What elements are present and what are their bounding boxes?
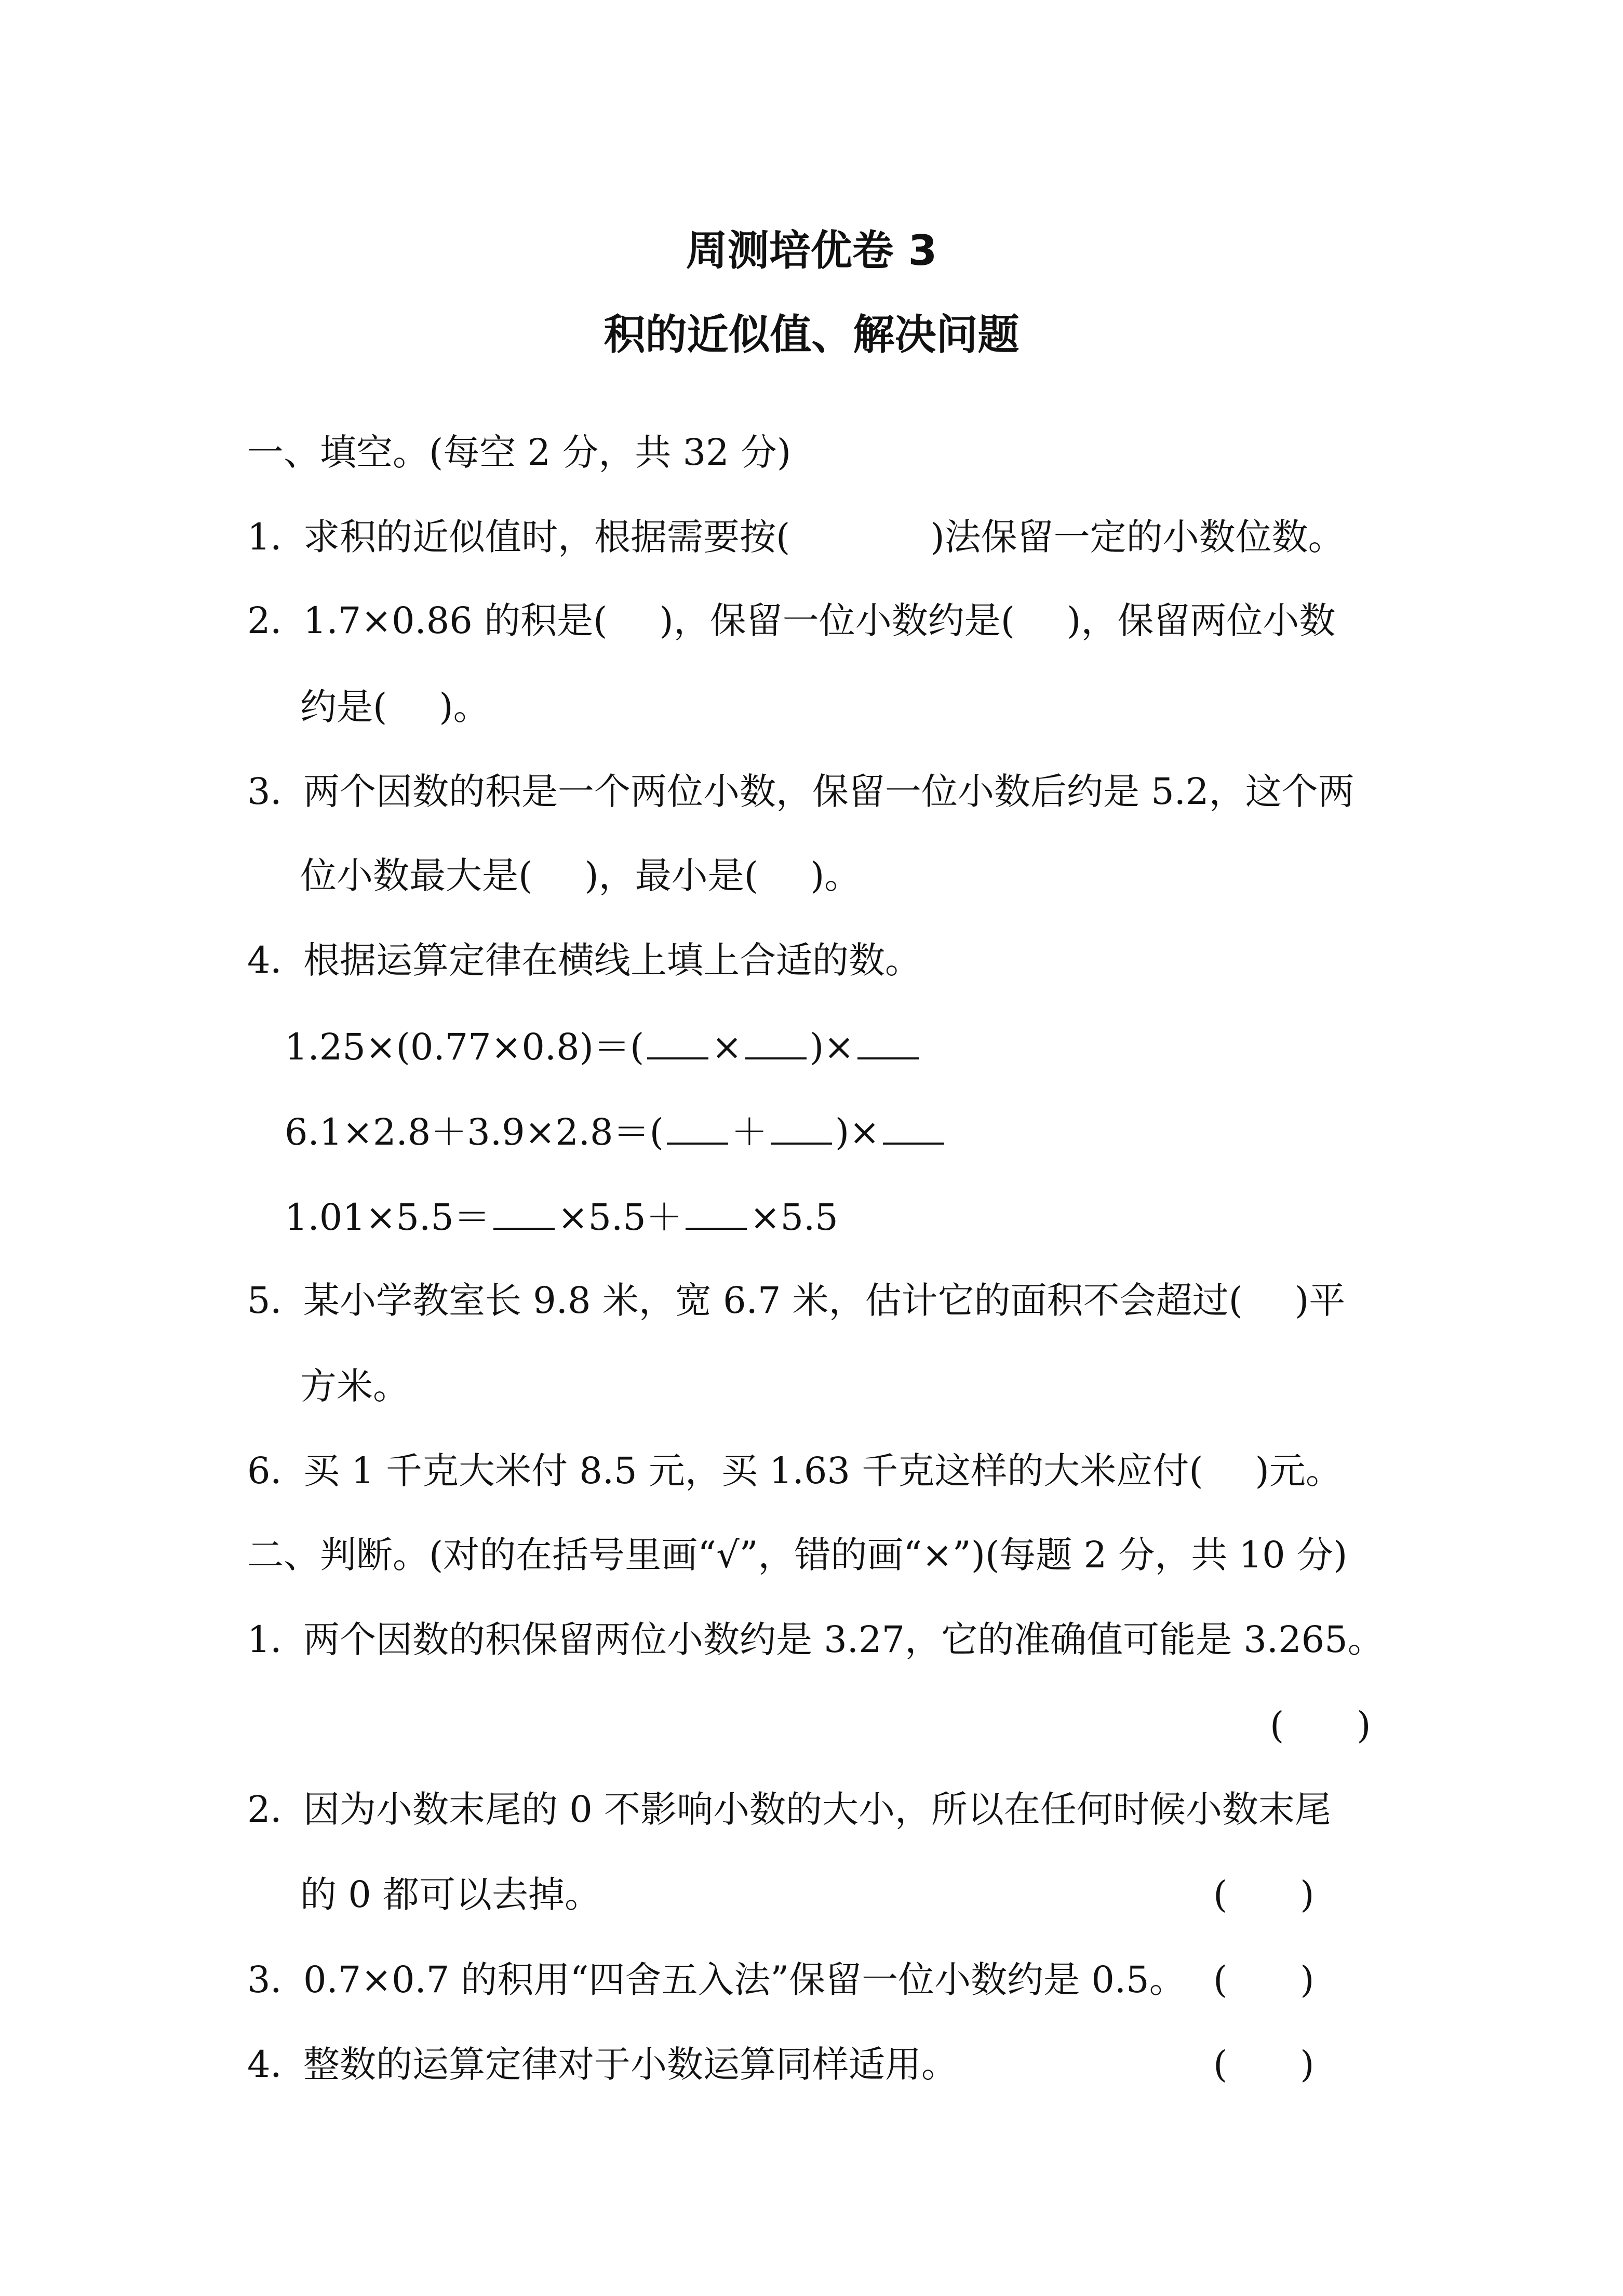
s2-question-4: 4．整数的运算定律对于小数运算同样适用。 — [247, 2043, 958, 2086]
question-number: 2． — [247, 1788, 307, 1831]
s1-q4-equation-2: 6.1×2.8＋3.9×2.8＝( ＋ )× — [285, 1112, 947, 1150]
s1-question-5: 5．某小学教室长 9.8 米，宽 6.7 米，估计它的面积不会超过( )平 — [247, 1279, 1346, 1322]
question-number: 4． — [247, 939, 307, 982]
s2-question-2: 2．因为小数末尾的 0 不影响小数的大小，所以在任何时候小数末尾 — [247, 1788, 1332, 1831]
answer-paren[interactable]: ( ) — [1213, 1873, 1315, 1916]
fill-line[interactable] — [686, 1198, 747, 1230]
fill-line[interactable] — [771, 1112, 832, 1145]
s2-question-2-continued: 的 0 都可以去掉。 — [300, 1873, 601, 1916]
page-subtitle: 积的近似值、解决问题 — [603, 311, 1020, 359]
section2-heading: 二、判断。(对的在括号里画“√”，错的画“×”)(每题 2 分，共 10 分) — [247, 1534, 1348, 1576]
question-number: 6． — [247, 1449, 307, 1492]
fill-line[interactable] — [857, 1027, 919, 1059]
s1-question-5-continued: 方米。 — [300, 1365, 409, 1407]
page-title: 周测培优卷 3 — [686, 226, 937, 275]
answer-paren[interactable]: ( ) — [1270, 1704, 1371, 1747]
answer-paren[interactable]: ( ) — [1213, 1958, 1315, 2001]
s1-q4-equation-1: 1.25×(0.77×0.8)＝( × )× — [285, 1027, 922, 1065]
question-number: 2． — [247, 599, 307, 642]
fill-line[interactable] — [745, 1027, 807, 1059]
question-number: 5． — [247, 1279, 307, 1322]
s1-question-4: 4．根据运算定律在横线上填上合适的数。 — [247, 939, 921, 982]
question-number: 4． — [247, 2043, 307, 2086]
question-number: 3． — [247, 1958, 307, 2001]
s1-question-3: 3．两个因数的积是一个两位小数，保留一位小数后约是 5.2，这个两 — [247, 770, 1354, 813]
answer-paren[interactable]: ( ) — [1213, 2043, 1315, 2086]
s2-question-3: 3．0.7×0.7 的积用“四舍五入法”保留一位小数约是 0.5。 — [247, 1958, 1186, 2001]
fill-line[interactable] — [647, 1027, 708, 1059]
s1-question-3-continued: 位小数最大是( )，最小是( )。 — [300, 854, 861, 897]
fill-line[interactable] — [667, 1112, 728, 1145]
section1-heading: 一、填空。(每空 2 分，共 32 分) — [247, 431, 792, 474]
question-number: 3． — [247, 770, 307, 813]
s2-question-1: 1．两个因数的积保留两位小数约是 3.27，它的准确值可能是 3.265。 — [247, 1618, 1384, 1661]
s1-question-1: 1．求积的近似值时，根据需要按( )法保留一定的小数位数。 — [247, 516, 1345, 558]
s1-question-6: 6．买 1 千克大米付 8.5 元，买 1.63 千克这样的大米应付( )元。 — [247, 1449, 1342, 1492]
question-number: 1． — [247, 516, 307, 558]
fill-line[interactable] — [883, 1112, 944, 1145]
s1-question-2-continued: 约是( )。 — [300, 686, 490, 728]
question-number: 1． — [247, 1618, 307, 1661]
s1-question-2: 2．1.7×0.86 的积是( )，保留一位小数约是( )，保留两位小数 — [247, 599, 1336, 642]
s1-q4-equation-3: 1.01×5.5＝ ×5.5＋ ×5.5 — [285, 1196, 838, 1239]
fill-line[interactable] — [493, 1198, 555, 1230]
